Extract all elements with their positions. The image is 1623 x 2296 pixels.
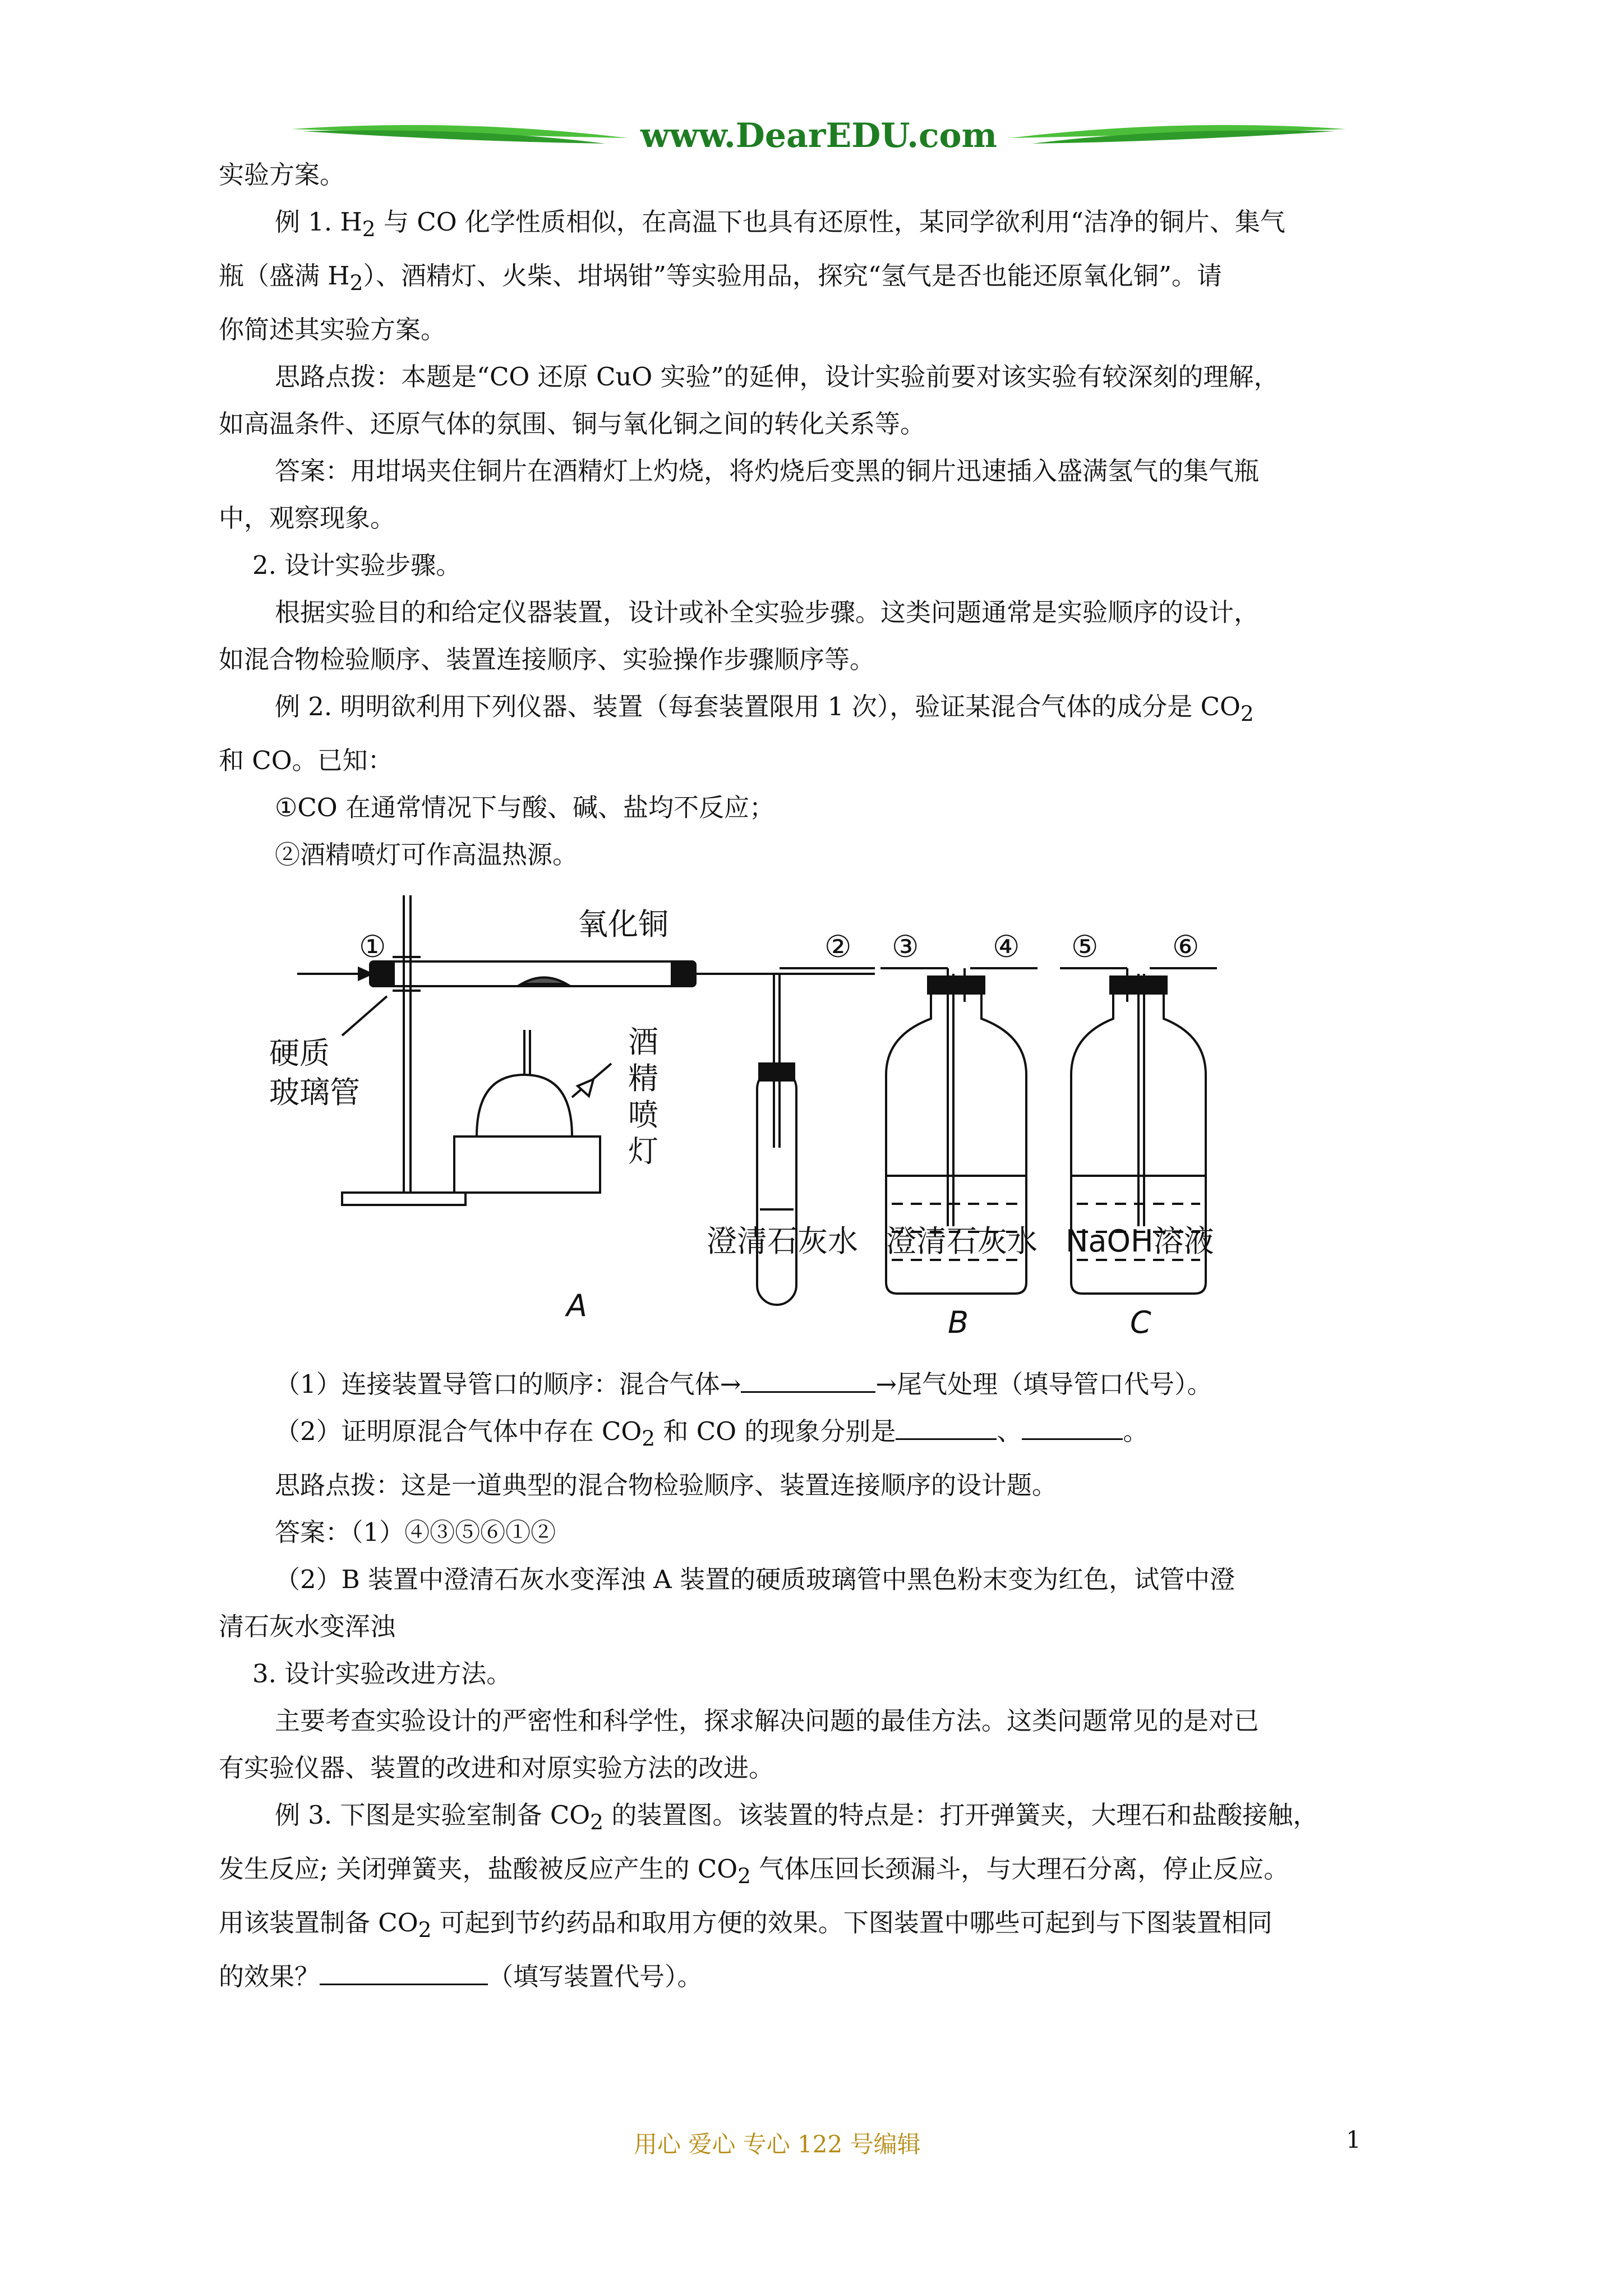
device-a-label: A — [566, 1288, 587, 1323]
port-3-label: ③ — [892, 929, 919, 964]
bottle-c-stopper — [1110, 977, 1166, 993]
port-5-label: ⑤ — [1071, 929, 1099, 964]
question-2: （2）证明原混合气体中存在 $CO_2$ 和 CO 的现象分别是 、 。 — [219, 1408, 1408, 1462]
limewater-label-b: 澄清石灰水 — [886, 1223, 1038, 1259]
tube-label-line-1: 硬质 — [269, 1036, 330, 1071]
logo-text: www.DearEDU.com — [640, 116, 998, 155]
condition-2: ②酒精喷灯可作高温热源。 — [275, 840, 578, 869]
answer-2: 答案：（1）④③⑤⑥①② — [275, 1517, 556, 1547]
page-footer — [0, 2126, 1623, 2165]
port-1-label: ① — [359, 929, 386, 964]
bottle-b-stopper — [928, 977, 984, 993]
question-1: （1）连接装置导管口的顺序：混合气体→ →尾气处理（填导管口代号）。 — [219, 1361, 1408, 1408]
document-body — [219, 151, 1408, 2000]
paragraph: 实验方案。 — [219, 160, 345, 190]
lamp-knob — [578, 1079, 593, 1096]
answer-blank[interactable] — [1022, 1409, 1123, 1440]
answer-1: 答案：用坩埚夹住铜片在酒精灯上灼烧，将灼烧后变黑的铜片迅速插入盛满氢气的集气瓶 — [275, 456, 1260, 486]
copper-oxide-label: 氧化铜 — [578, 907, 668, 942]
device-c-label: C — [1130, 1305, 1151, 1340]
port-6-label: ⑥ — [1172, 929, 1200, 964]
lamp-label-char-2: 精 — [628, 1061, 658, 1096]
tube-stopper-left — [371, 964, 394, 984]
example-2: 例 2. 明明欲利用下列仪器、装置（每套装置限用 1 次），验证某混合气体的成分是 $CO_2$ — [275, 692, 1254, 726]
port-4-label: ④ — [993, 929, 1020, 964]
paragraph: 主要考查实验设计的严密性和科学性，探求解决问题的最佳方法。这类问题常见的是对已 — [275, 1706, 1260, 1736]
hint-2: 思路点拨：这是一道典型的混合物检验顺序、装置连接顺序的设计题。 — [275, 1470, 1058, 1500]
page-number: 1 — [1346, 2126, 1361, 2154]
footer-text: 用心 爱心 专心 122 号编辑 — [634, 2131, 921, 2158]
device-b-label: B — [948, 1305, 969, 1340]
apparatus-diagram — [219, 890, 1408, 1350]
paragraph: 发生反应; 关闭弹簧夹，盐酸被反应产生的 $CO_2$ 气体压回长颈漏斗，与大理石分离，停止反应。 — [219, 1854, 1289, 1888]
copper-oxide-powder — [522, 978, 566, 984]
paragraph: 用该装置制备 $CO_2$ 可起到节约药品和取用方便的效果。下图装置中哪些可起到与下图装置相同 — [219, 1908, 1272, 1942]
paragraph: 如混合物检验顺序、装置连接顺序、实验操作步骤顺序等。 — [219, 645, 875, 674]
answer-blank[interactable] — [896, 1409, 997, 1440]
answer-blank[interactable] — [741, 1362, 875, 1393]
paragraph: 瓶（盛满 $H_2$）、酒精灯、火柴、坩埚钳”等实验用品，探究“氢气是否也能还原氧化铜”。请 — [219, 261, 1222, 295]
test-tube-stopper — [759, 1064, 794, 1080]
paragraph: 如高温条件、还原气体的氛围、铜与氧化铜之间的转化关系等。 — [219, 409, 926, 439]
tube-label-pointer — [342, 996, 387, 1036]
condition-1: ①CO 在通常情况下与酸、碱、盐均不反应； — [275, 793, 774, 822]
paragraph: 有实验仪器、装置的改进和对原实验方法的改进。 — [219, 1753, 774, 1783]
paragraph: 中，观察现象。 — [219, 503, 396, 533]
lamp-body — [477, 1075, 572, 1137]
paragraph: 的效果？ （填写装置代号）。 — [219, 1953, 1408, 2000]
paragraph: 你简述其实验方案。 — [219, 315, 446, 344]
example-3: 例 3. 下图是实验室制备 $CO_2$ 的装置图。该装置的特点是：打开弹簧夹，大理石和盐酸接触， — [275, 1800, 1318, 1834]
lamp-label-char-4: 灯 — [628, 1134, 658, 1169]
example-1: 例 1. $H_2$ 与 CO 化学性质相似，在高温下也具有还原性，某同学欲利用“洁净的铜片、集气 — [275, 207, 1285, 241]
stand-base — [342, 1193, 465, 1205]
section-heading-2: 2. 设计实验步骤。 — [252, 550, 462, 580]
limewater-label-a: 澄清石灰水 — [707, 1223, 858, 1259]
answer-blank[interactable] — [320, 1954, 488, 1985]
apparatus-figure — [219, 890, 1408, 1350]
test-tube — [757, 1069, 796, 1305]
port-2-label: ② — [824, 929, 852, 964]
naoh-label: NaOH溶液 — [1066, 1223, 1214, 1259]
answer-2-part-2: （2）B 装置中澄清石灰水变浑浊 A 装置的硬质玻璃管中黑色粉末变为红色，试管中澄 — [275, 1565, 1235, 1594]
lamp-label-char-3: 喷 — [628, 1097, 658, 1133]
hint-1: 思路点拨：本题是“CO 还原 CuO 实验”的延伸，设计实验前要对该实验有较深刻的理解， — [275, 362, 1279, 392]
section-heading-3: 3. 设计实验改进方法。 — [252, 1659, 512, 1688]
lamp-base — [454, 1137, 600, 1193]
paragraph: 和 CO。已知： — [219, 746, 393, 775]
paragraph: 根据实验目的和给定仪器装置，设计或补全实验步骤。这类问题通常是实验顺序的设计， — [275, 597, 1260, 627]
tube-label-line-2: 玻璃管 — [269, 1075, 360, 1110]
lamp-label-char-1: 酒 — [628, 1024, 658, 1060]
tube-stopper-right — [672, 964, 694, 984]
paragraph: 清石灰水变浑浊 — [219, 1612, 396, 1641]
